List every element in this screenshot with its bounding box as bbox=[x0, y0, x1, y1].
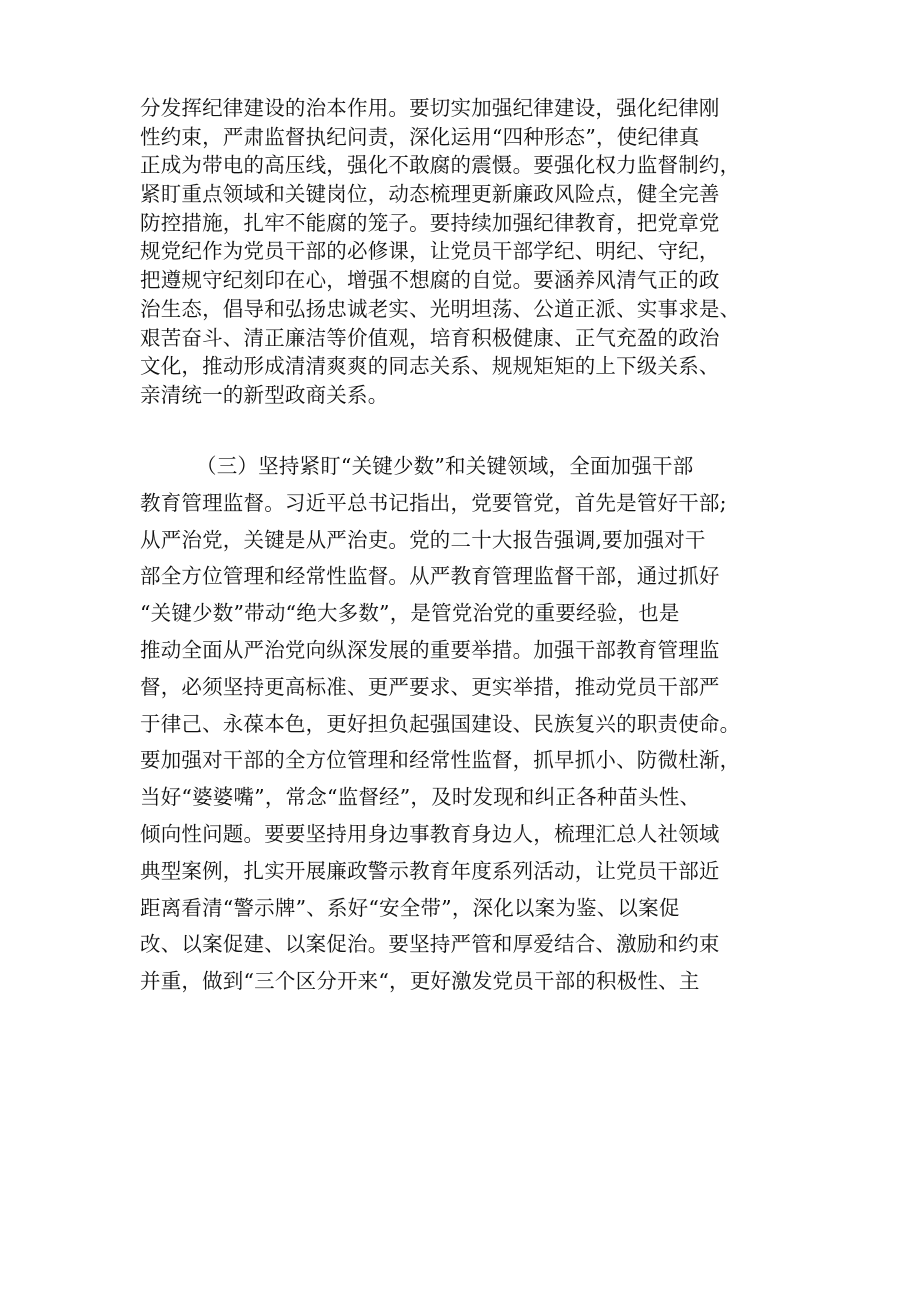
text-line: 从严治党，关键是从严治吏。党的二十大报告强调,要加强对干 bbox=[140, 527, 706, 552]
text-line: 分发挥纪律建设的治本作用。要切实加强纪律建设，强化纪律刚 bbox=[140, 96, 720, 120]
text-line: 文化，推动形成清清爽爽的同志关系、规规矩矩的上下级关系、 bbox=[140, 354, 720, 379]
text-line: 改、以案促建、以案促治。要坚持严管和厚爱结合、激励和约束 bbox=[140, 932, 720, 957]
section-heading-line: （三）坚持紧盯“关键少数”和关键领域，全面加强干部 bbox=[196, 454, 694, 478]
paragraph-2 bbox=[140, 448, 800, 1000]
text-line: 部全方位管理和经常性监督。从严教育管理监督干部，通过抓好 bbox=[140, 564, 720, 589]
text-line: 亲清统一的新型政商关系。 bbox=[140, 382, 389, 407]
text-line: 治生态，倡导和弘扬忠诚老实、光明坦荡、公道正派、实事求是、 bbox=[140, 296, 741, 321]
text-line: 性约束，严肃监督执纪问责，深化运用“四种形态”，使纪律真 bbox=[140, 124, 700, 149]
paragraph-1 bbox=[140, 94, 800, 410]
text-line: 防控措施，扎牢不能腐的笼子。要持续加强纪律教育，把党章党 bbox=[140, 210, 720, 235]
text-line: 要加强对干部的全方位管理和经常性监督，抓早抓小、防微杜渐， bbox=[140, 748, 741, 773]
text-line: 并重，做到“三个区分开来“，更好激发党员干部的积极性、主 bbox=[140, 969, 700, 994]
text-line: 把遵规守纪刻印在心，增强不想腐的自觉。要涵养风清气正的政 bbox=[140, 268, 720, 293]
text-line: 当好“婆婆嘴”，常念“监督经”，及时发现和纠正各种苗头性、 bbox=[140, 785, 701, 810]
text-line: 距离看清“警示牌”、系好“安全带”，深化以案为鉴、以案促 bbox=[140, 895, 680, 920]
text-line: 教育管理监督。习近平总书记指出，党要管党，首先是管好干部; bbox=[140, 490, 727, 515]
text-line: 艰苦奋斗、清正廉洁等价值观，培育积极健康、正气充盈的政治 bbox=[140, 325, 720, 350]
text-line: 紧盯重点领域和关键岗位，动态梳理更新廉政风险点，健全完善 bbox=[140, 182, 720, 207]
text-line: 典型案例，扎实开展廉政警示教育年度系列活动，让党员干部近 bbox=[140, 858, 720, 883]
text-line: 正成为带电的高压线，强化不敢腐的震慑。要强化权力监督制约， bbox=[140, 153, 741, 178]
text-line: 督，必须坚持更高标准、更严要求、更实举措，推动党员干部严 bbox=[140, 674, 720, 699]
text-line: 推动全面从严治党向纵深发展的重要举措。加强干部教育管理监 bbox=[140, 637, 720, 662]
text-line: 于律己、永葆本色，更好担负起强国建设、民族复兴的职责使命。 bbox=[140, 711, 741, 736]
text-line: 倾向性问题。要要坚持用身边事教育身边人，梳理汇总人社领域 bbox=[140, 821, 720, 846]
text-line: “关键少数”带动“绝大多数”，是管党治党的重要经验，也是 bbox=[140, 601, 680, 626]
text-line: 规党纪作为党员干部的必修课，让党员干部学纪、明纪、守纪， bbox=[140, 239, 720, 264]
